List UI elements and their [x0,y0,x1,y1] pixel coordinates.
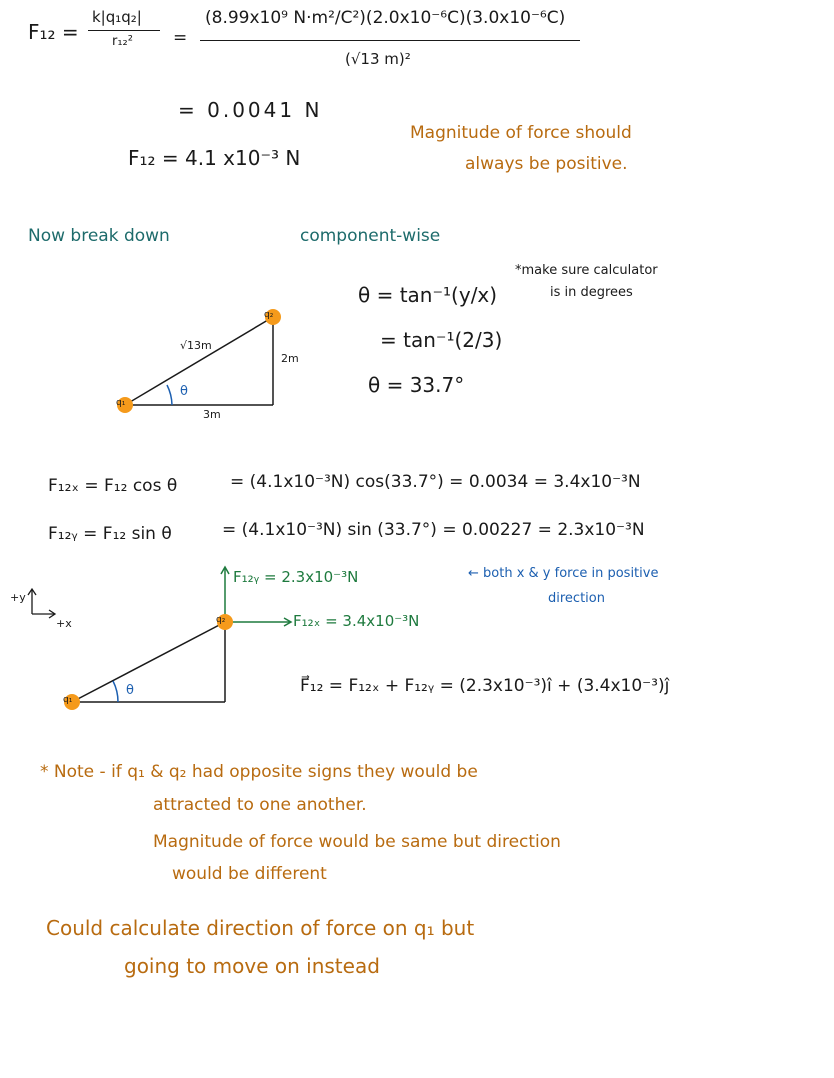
fy-vector-label: F₁₂ᵧ = 2.3x10⁻³N [233,568,359,586]
force-lhs: F₁₂ = [28,20,79,44]
numeric-denominator: (√13 m)² [345,50,411,68]
triangle1-hypotenuse-label: √13m [180,339,212,352]
triangle1-base-label: 3m [203,408,221,421]
symbolic-denominator: r₁₂² [112,34,133,49]
opposite-signs-note-line2: attracted to one another. [153,795,367,815]
opposite-signs-note-line1: * Note - if q₁ & q₂ had opposite signs they would be [40,762,478,782]
fx-calculation: = (4.1x10⁻³N) cos(33.7°) = 0.0034 = 3.4x10⁻³N [230,472,641,492]
triangle2-angle-label: θ [126,683,134,698]
magnitude-note-line1: Magnitude of force should [410,123,632,143]
plus-y-label: +y [10,591,26,604]
positive-direction-note-line1: ← both x & y force in positive [468,566,659,581]
result-scientific: F₁₂ = 4.1 x10⁻³ N [128,146,301,170]
plus-x-label: +x [56,617,72,630]
numeric-numerator: (8.99x10⁹ N·m²/C²)(2.0x10⁻⁶C)(3.0x10⁻⁶C) [205,8,566,28]
equals-sign: = [173,28,188,48]
heading-left: Now break down [28,226,170,246]
opposite-signs-note-line3: Magnitude of force would be same but direction [153,832,561,852]
angle-substitution: = tan⁻¹(2/3) [380,328,503,352]
calculator-note-line2: is in degrees [550,285,633,300]
fy-definition: F₁₂ᵧ = F₁₂ sin θ [48,524,172,544]
triangle1-angle-label: θ [180,384,188,399]
fy-calculation: = (4.1x10⁻³N) sin (33.7°) = 0.00227 = 2.3x10⁻³N [222,520,645,540]
symbolic-numerator: k|q₁q₂| [92,8,142,26]
fx-vector-label: F₁₂ₓ = 3.4x10⁻³N [293,612,420,630]
result-decimal: = 0.0041 N [178,98,323,122]
magnitude-note-line2: always be positive. [465,154,628,174]
fx-definition: F₁₂ₓ = F₁₂ cos θ [48,476,178,496]
triangle1-q1-label: q₁ [116,398,126,408]
triangle2-angle-arc [113,681,118,702]
angle-formula: θ = tan⁻¹(y/x) [358,283,498,307]
triangle2-q2-label: q₂ [216,615,226,625]
calculator-note-line1: *make sure calculator [515,263,658,278]
closing-note-line1: Could calculate direction of force on q₁ but [46,916,475,940]
positive-direction-note-line2: direction [548,591,605,606]
triangle1-q2-label: q₂ [264,310,274,320]
triangle1-height-label: 2m [281,352,299,365]
closing-note-line2: going to move on instead [124,954,380,978]
triangle2-hypotenuse [72,622,225,702]
triangle2-q1-label: q₁ [63,695,73,705]
angle-result: θ = 33.7° [368,373,465,397]
heading-right: component-wise [300,226,441,246]
vector-sum-equation: F⃗₁₂ = F₁₂ₓ + F₁₂ᵧ = (2.3x10⁻³)î + (3.4x10⁻³)ĵ [300,676,670,696]
opposite-signs-note-line4: would be different [172,864,327,884]
